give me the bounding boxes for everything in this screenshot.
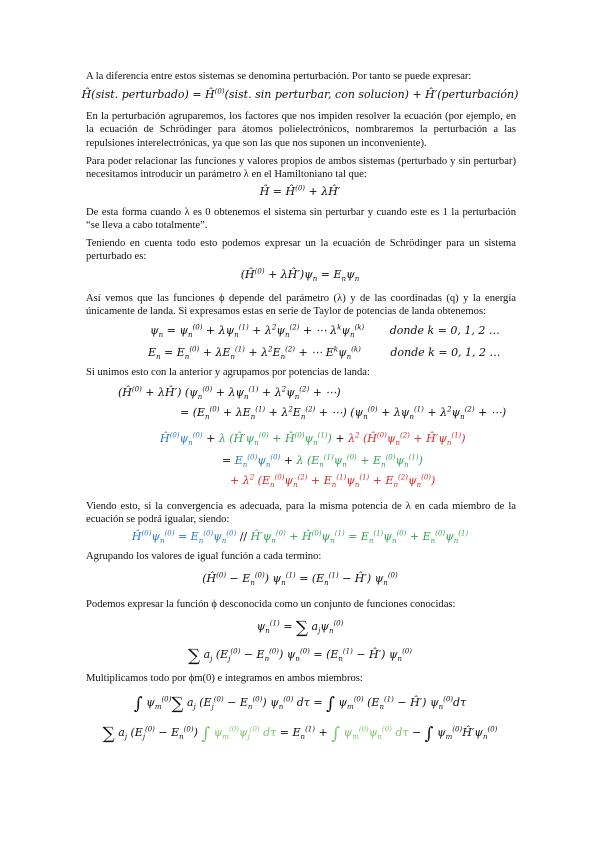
equation-combined-lhs: ($Ĥ^{(0)}$ + λĤ′) ($\psi_n^{(0)} + \lambda\psi_n^{(1)} + \lambda^2\psi_n^{(2)}$ + ⋯) (118, 385, 341, 402)
paragraph-11: Multiplicamos todo por ϕm(0) e integramos en ambos miembros: (86, 673, 363, 684)
equation-psi-series: $\psi_n = \psi_n^{(0)} + \lambda\psi_n^{(1)} + \lambda^2\psi_n^{(2)}$ + ⋯ $\lambda^k\psi_n^{(k)}$ donde k = 0, 1, 2 … (150, 323, 500, 340)
paragraph-4: De esta forma cuando λ es 0 obtenemos el sistema sin perturbar y cuando este es 1 la perturbación “se lleva a cabo totalmente”. (86, 207, 516, 232)
paragraph-9: Agrupando los valores de igual función a cada termino: (86, 551, 322, 562)
equation-grouped-rhs-2: + $\lambda^2$ $(E_n^{(0)}\psi_n^{(2)} + E_n^{(1)}\psi_n^{(1)} + E_n^{(2)}\psi_n^{(0)})$ (230, 473, 436, 490)
equation-grouped-rhs-1: = $E_n^{(0)}\psi_n^{(0)} + \lambda$ $(E_n^{(1)}\psi_n^{(0)} + E_n^{(0)}\psi_n^{(1)})$ (222, 453, 423, 470)
donde-label-2: donde k = 0, 1, 2 … (390, 346, 501, 359)
equation-first-order: $(Ĥ^{(0)} - E_n^{(0)}) \psi_n^{(1)} = (E_n^{(1)}$ − Ĥ′) $\psi_n^{(0)}$ (202, 571, 398, 588)
paragraph-2: En la perturbación agruparemos, los factores que nos impiden resolver la ecuación (por ejemplo, en la ecuación de Schrödinger para átomos polielectrónicos, nombraremos la perturbación a las repulsiones interelectrónicas, ya que son las que nos suponen un inconveniente). (86, 111, 516, 149)
paragraph-8: Viendo esto, si la convergencia es adecuada, para la misma potencia de λ en cada miembro de la ecuación se podrá igualar, siendo: (86, 501, 516, 526)
paragraph-10: Podemos expresar la función ϕ desconocida como un conjunto de funciones conocidas: (86, 599, 456, 610)
equation-grouped-lhs: $Ĥ^{(0)}\psi_n^{(0)} + \lambda$ ($Ĥ'\psi_n^{(0)}$ + $Ĥ^{(0)}\psi_n^{(1)}) + \lambda^2$ ($Ĥ^{(0)}\psi_n^{(2)}$ + $Ĥ'\psi_n^{(1)}$) (160, 431, 466, 448)
paragraph-3: Para poder relacionar las funciones y valores propios de ambos sistemas (perturbado y sin perturbar) necesitamos introducir un parámetro λ en el Hamiltoniano tal que: (86, 156, 516, 181)
equation-energy-series: $E_n = E_n^{(0)} + \lambda E_n^{(1)} + \lambda^2E_n^{(2)}$ + ⋯ $E^k\psi_n^{(k)}$ donde k = 0, 1, 2 … (148, 345, 501, 362)
donde-label-1: donde k = 0, 1, 2 … (389, 324, 500, 337)
paragraph-7: Si unimos esto con la anterior y agrupamos por potencias de landa: (86, 367, 370, 378)
equation-expansion-substituted: ∑ $a_j$ $(E_j^{(0)} - E_n^{(0)}) \psi_n^{(0)} = (E_n^{(1)}$ − Ĥ′) $\psi_n^{(0)}$ (188, 646, 412, 666)
paragraph-6: Así vemos que las funciones ϕ depende del parámetro (λ) y de las coordinadas (q) y la energía únicamente de landa. Si expresamos estas en serie de Taylor de potencias de landa obtenemos: (86, 293, 516, 318)
equation-expansion: $\psi_n^{(1)}$ = ∑ $a_j\psi_n^{(0)}$ (256, 618, 344, 638)
equation-order-equations: $Ĥ^{(0)}\psi_n^{(0)} = E_n^{(0)}\psi_n^{(0)}$ // $Ĥ'\psi_n^{(0)}$ + $Ĥ^{(0)}\psi_n^{(1)} = E_n^{(1)}\psi_n^{(0)} + E_n^{(0)}\psi_n^{(1)}$ (131, 529, 469, 546)
equation-integral-2: ∑ $a_j$ $(E_j^{(0)} - E_n^{(0)})$ ∫ $\psi_m^{(0)}\psi_j^{(0)}$ $d\tau = E_n^{(1)}$ + ∫ $\psi_m^{(0)}\psi_n^{(0)}$ dτ − ∫ $\psi_m^{(0)}Ĥ'\psi_n^{(0)}$ (102, 724, 498, 744)
equation-integral-1: ∫ $\psi_m^{(0)}\sum$ $a_j$ $(E_j^{(0)} - E_n^{(0)})$ $\psi_n^{(0)}$ dτ = ∫ $\psi_m^{(0)}$ ($E_n^{(1)}$ − Ĥ′) $\psi_n^{(0)}d\tau$ (133, 694, 467, 714)
equation-combined-rhs: = ($E_n^{(0)} + \lambda E_n^{(1)} + \lambda^2E_n^{(2)}$ + ⋯) ($\psi_n^{(0)} + \lambda\psi_n^{(1)} + \lambda^2\psi_n^{(2)}$ + ⋯) (180, 405, 507, 422)
paragraph-1: A la diferencia entre estos sistemas se denomina perturbación. Por tanto se puede expresar: (86, 71, 472, 82)
equation-hamiltonian-split: Ĥ(sist. perturbado) = $Ĥ^{(0)}(sist$. sin perturbar, con solucion) + Ĥ′(perturbación) (81, 87, 519, 101)
equation-schrodinger-perturbed: ($Ĥ^{(0)}$ + $\lambda Ĥ')\psi_n = E_n\psi_n$ (240, 267, 360, 284)
equation-lambda-hamiltonian: Ĥ = $Ĥ^{(0)}$ + λĤ′ (259, 184, 341, 198)
paragraph-5: Teniendo en cuenta todo esto podemos expresar un la ecuación de Schrödinger para un sistema perturbado es: (86, 238, 516, 263)
